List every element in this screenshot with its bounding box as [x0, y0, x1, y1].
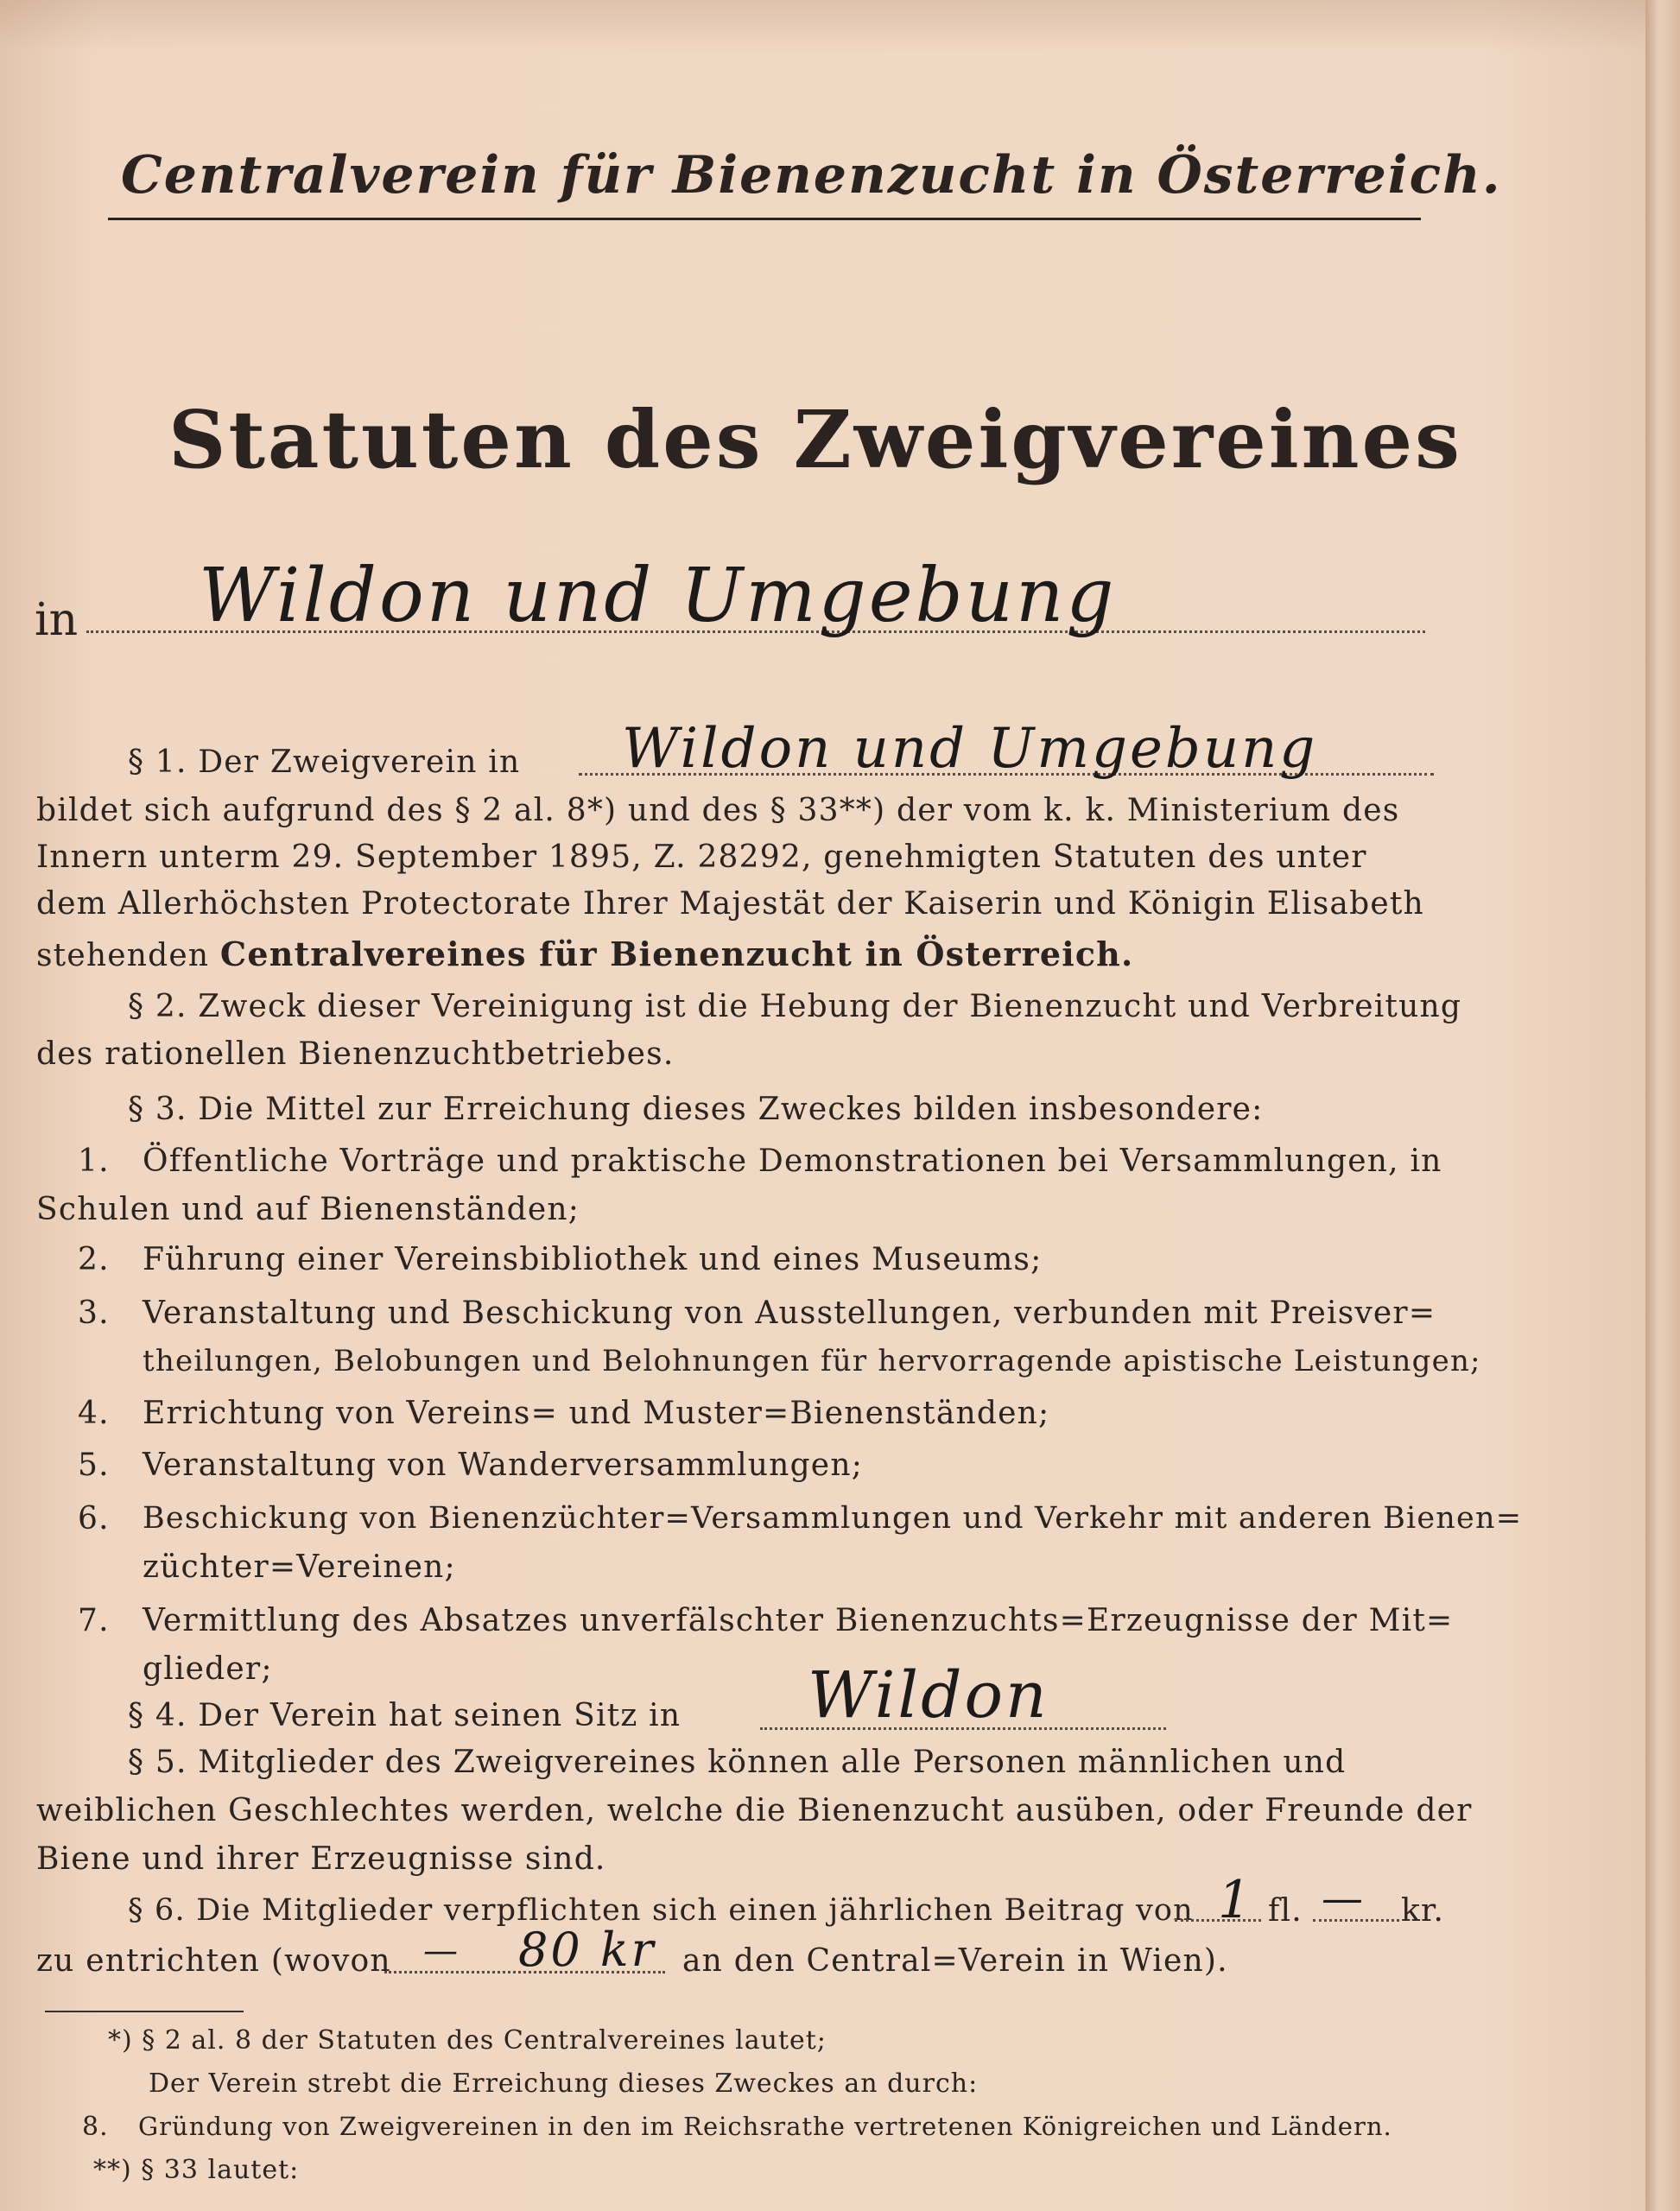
p6-kr: kr.	[1401, 1893, 1445, 1929]
list-item-1-cont: Schulen und auf Bienenständen;	[36, 1192, 580, 1227]
page-edge	[1645, 0, 1680, 2211]
p6-handwritten-dash: —	[423, 1931, 460, 1971]
footnote-2: Der Verein strebt die Erreichung dieses Zweckes an durch:	[149, 2068, 979, 2099]
handwritten-location: Wildon und Umgebung	[199, 553, 1117, 639]
p1-line3: Innern unterm 29. September 1895, Z. 28292, genehmigten Statuten des unter	[36, 839, 1367, 875]
p1-line4: dem Allerhöchsten Protectorate Ihrer Majestät der Kaiserin und Königin Elisabeth	[36, 886, 1424, 922]
p6-line2-b: an den Central=Verein in Wien).	[682, 1943, 1228, 1979]
list-num-2: 2.	[78, 1242, 110, 1277]
list-item-2: Führung einer Vereinsbibliothek und eines Museums;	[143, 1242, 1043, 1277]
p1-line5	[36, 934, 1133, 973]
footnote-3: Gründung von Zweigvereinen in den im Reichsrathe vertretenen Königreichen und Ländern.	[138, 2112, 1392, 2141]
list-num-6: 6.	[78, 1501, 110, 1536]
p5-line1: § 5. Mitglieder des Zweigvereines können alle Personen männlichen und	[128, 1745, 1347, 1780]
main-title: Statuten des Zweigvereines	[168, 393, 1462, 486]
p5-line2: weiblichen Geschlechtes werden, welche die Bienenzucht ausüben, oder Freunde der	[36, 1793, 1473, 1828]
p2-line2: des rationellen Bienenzuchtbetriebes.	[36, 1036, 675, 1072]
list-num-5: 5.	[78, 1448, 110, 1483]
list-item-7: Vermittlung des Absatzes unverfälschter Bienenzuchts=Erzeugnisse der Mit=	[143, 1603, 1454, 1638]
list-num-4: 4.	[78, 1396, 110, 1431]
list-item-1: Öffentliche Vorträge und praktische Demonstrationen bei Versammlungen, in	[143, 1144, 1442, 1179]
p1-line5-bold: Centralvereines für Bienenzucht in Österreich.	[219, 934, 1134, 973]
p1-line5-text: stehenden	[36, 938, 210, 973]
p6-handwritten-kr: —	[1322, 1874, 1366, 1923]
p4-handwritten: Wildon	[808, 1658, 1049, 1733]
list-num-3: 3.	[78, 1296, 110, 1331]
list-item-6: Beschickung von Bienenzüchter=Versammlungen und Verkehr mit anderen Bienen=	[143, 1501, 1523, 1536]
p1-line2: bildet sich aufgrund des § 2 al. 8*) und des § 33**) der vom k. k. Ministerium des	[36, 793, 1400, 828]
list-item-5: Veranstaltung von Wanderversammlungen;	[143, 1448, 864, 1483]
list-num-1: 1.	[78, 1144, 110, 1179]
p6-fl: fl.	[1268, 1893, 1303, 1929]
page-shadow	[0, 0, 1645, 52]
in-label: in	[35, 594, 79, 646]
list-item-6-cont: züchter=Vereinen;	[143, 1549, 456, 1585]
p1-start: § 1. Der Zweigverein in	[128, 744, 521, 780]
header-rule	[108, 218, 1421, 220]
p4-start: § 4. Der Verein hat seinen Sitz in	[128, 1698, 682, 1733]
p6-handwritten-amount: 80 kr	[518, 1923, 656, 1977]
list-num-7: 7.	[78, 1603, 110, 1638]
list-item-7-cont: glieder;	[143, 1651, 273, 1687]
footnote-1: *) § 2 al. 8 der Statuten des Centralvereines lautet;	[108, 2025, 827, 2056]
list-item-3: Veranstaltung und Beschickung von Ausstellungen, verbunden mit Preisver=	[143, 1296, 1436, 1331]
p1-handwritten: Wildon und Umgebung	[622, 717, 1318, 781]
header-org-title: Centralverein für Bienenzucht in Österreich.	[121, 145, 1502, 206]
p6-start: § 6. Die Mitglieder verpflichten sich einen jährlichen Beitrag von	[128, 1893, 1194, 1928]
p3-line1: § 3. Die Mittel zur Erreichung dieses Zweckes bilden insbesondere:	[128, 1092, 1264, 1127]
footnote-3-num: 8.	[82, 2112, 109, 2142]
p6-line2-a: zu entrichten (wovon	[36, 1943, 391, 1979]
p5-line3: Biene und ihrer Erzeugnisse sind.	[36, 1841, 606, 1877]
list-item-3-cont: theilungen, Belobungen und Belohnungen für hervorragende apistische Leistungen;	[143, 1344, 1481, 1378]
p2-line1: § 2. Zweck dieser Vereinigung ist die Hebung der Bienenzucht und Verbreitung	[128, 989, 1462, 1024]
footnote-4: **) § 33 lautet:	[93, 2155, 300, 2185]
list-item-4: Errichtung von Vereins= und Muster=Bienenständen;	[143, 1396, 1050, 1431]
p6-handwritten-fl: 1	[1218, 1870, 1254, 1930]
footnote-rule	[45, 2011, 244, 2012]
